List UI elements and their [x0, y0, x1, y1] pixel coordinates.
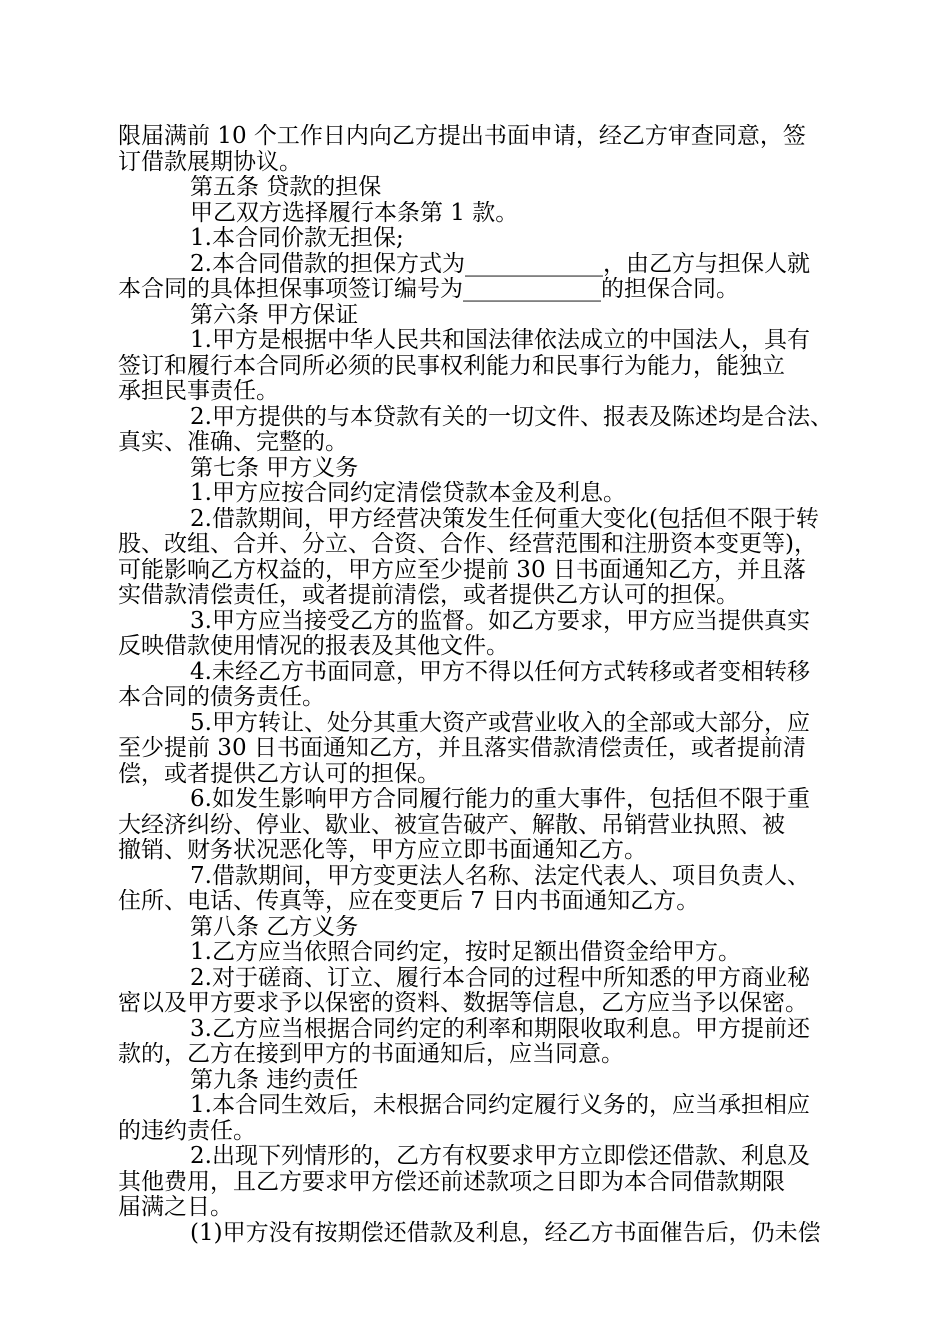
clause-paragraph [118, 507, 950, 609]
text-line: 1.甲方应按合同约定清偿贷款本金及利息。 [190, 481, 626, 506]
article-heading: 第八条 乙方义务 [190, 914, 359, 940]
article-heading: 第七条 甲方义务 [190, 455, 359, 481]
text-line: 承担民事责任。 [118, 379, 279, 404]
article-heading: 第五条 贷款的担保 [190, 175, 382, 200]
text-line: 偿，或者提供乙方认可的担保。 [118, 761, 440, 787]
text-line: 真实、准确、完整的。 [118, 430, 348, 455]
text-line: 本合同的债务责任。 [118, 685, 325, 710]
text-line: 限届满前 10 个工作日内向乙方提出书面申请，经乙方审查同意，签 [118, 124, 806, 149]
article-8-party-b-obligations [118, 915, 950, 1068]
clause-paragraph [118, 201, 950, 227]
text-line: 甲乙双方选择履行本条第 1 款。 [190, 200, 519, 226]
text-line: 5.甲方转让、处分其重大资产或营业收入的全部或大部分，应 [190, 710, 810, 736]
text-line: 本合同的具体担保事项签订编号为____________的担保合同。 [118, 277, 739, 302]
clause-paragraph [118, 1221, 950, 1247]
clause-paragraph [118, 252, 950, 303]
article-7-party-a-obligations [118, 456, 950, 915]
text-line: 密以及甲方要求予以保密的资料、数据等信息，乙方应当予以保密。 [118, 991, 808, 1016]
article-9-breach-liability [118, 1068, 950, 1247]
continued-paragraph [118, 124, 950, 175]
text-line: 1.乙方应当依照合同约定，按时足额出借资金给甲方。 [190, 940, 741, 965]
article-heading: 第六条 甲方保证 [190, 302, 359, 328]
text-line: 反映借款使用情况的报表及其他文件。 [118, 634, 509, 659]
text-line: 4.未经乙方书面同意，甲方不得以任何方式转移或者变相转移 [190, 659, 810, 685]
text-line: 至少提前 30 日书面通知乙方，并且落实借款清偿责任，或者提前清 [118, 736, 806, 761]
text-line: 1.本合同价款无担保; [190, 226, 404, 251]
clause-paragraph [118, 328, 950, 405]
clause-paragraph [118, 940, 950, 966]
text-line: 2.甲方提供的与本贷款有关的一切文件、报表及陈述均是合法、 [190, 404, 833, 430]
text-line: 2.借款期间，甲方经营决策发生任何重大变化(包括但不限于转 [190, 506, 819, 532]
clause-paragraph [118, 609, 950, 660]
text-line: 3.甲方应当接受乙方的监督。如乙方要求，甲方应当提供真实 [190, 608, 810, 634]
text-line: 股、改组、合并、分立、合资、合作、经营范围和注册资本变更等)， [118, 532, 817, 557]
clause-paragraph [118, 966, 950, 1017]
text-line: 住所、电话、传真等，应在变更后 7 日内书面通知乙方。 [118, 889, 700, 914]
clause-paragraph [118, 405, 950, 456]
text-line: 3.乙方应当根据合同约定的利率和期限收取利息。甲方提前还 [190, 1016, 810, 1042]
text-line: 2.出现下列情形的，乙方有权要求甲方立即偿还借款、利息及 [190, 1144, 810, 1169]
text-line: 的违约责任。 [118, 1118, 256, 1144]
clause-paragraph [118, 1017, 950, 1068]
clause-paragraph [118, 1144, 950, 1221]
text-line: 2.本合同借款的担保方式为____________，由乙方与担保人就 [190, 251, 810, 277]
text-line: 可能影响乙方权益的，甲方应至少提前 30 日书面通知乙方，并且落 [118, 557, 806, 583]
text-line: 签订和履行本合同所必须的民事权利能力和民事行为能力，能独立 [118, 353, 785, 379]
clause-paragraph [118, 864, 950, 915]
text-line: 1.本合同生效后，未根据合同约定履行义务的，应当承担相应 [190, 1093, 810, 1118]
text-line: 订借款展期协议。 [118, 149, 302, 175]
clause-paragraph [118, 660, 950, 711]
article-5-guarantee [118, 175, 950, 303]
text-line: 届满之日。 [118, 1195, 233, 1220]
text-line: 6.如发生影响甲方合同履行能力的重大事件，包括但不限于重 [190, 787, 810, 812]
text-line: 其他费用，且乙方要求甲方偿还前述款项之日即为本合同借款期限 [118, 1169, 785, 1195]
text-line: (1)甲方没有按期偿还借款及利息，经乙方书面催告后，仍未偿 [190, 1220, 821, 1246]
text-line: 大经济纠纷、停业、歇业、被宣告破产、解散、吊销营业执照、被 [118, 812, 785, 838]
text-line: 7.借款期间，甲方变更法人名称、法定代表人、项目负责人、 [190, 863, 810, 889]
text-line: 1.甲方是根据中华人民共和国法律依法成立的中国法人，具有 [190, 328, 810, 353]
text-line: 实借款清偿责任，或者提前清偿，或者提供乙方认可的担保。 [118, 583, 739, 608]
clause-paragraph [118, 711, 950, 788]
clause-paragraph [118, 481, 950, 507]
article-heading: 第九条 违约责任 [190, 1067, 359, 1093]
article-6-party-a-warranty [118, 303, 950, 456]
clause-paragraph [118, 1093, 950, 1144]
text-line: 2.对于磋商、订立、履行本合同的过程中所知悉的甲方商业秘 [190, 965, 810, 991]
clause-paragraph [118, 226, 950, 252]
text-line: 款的，乙方在接到甲方的书面通知后，应当同意。 [118, 1042, 624, 1067]
clause-paragraph [118, 787, 950, 864]
text-line: 撤销、财务状况恶化等，甲方应立即书面通知乙方。 [118, 838, 647, 863]
